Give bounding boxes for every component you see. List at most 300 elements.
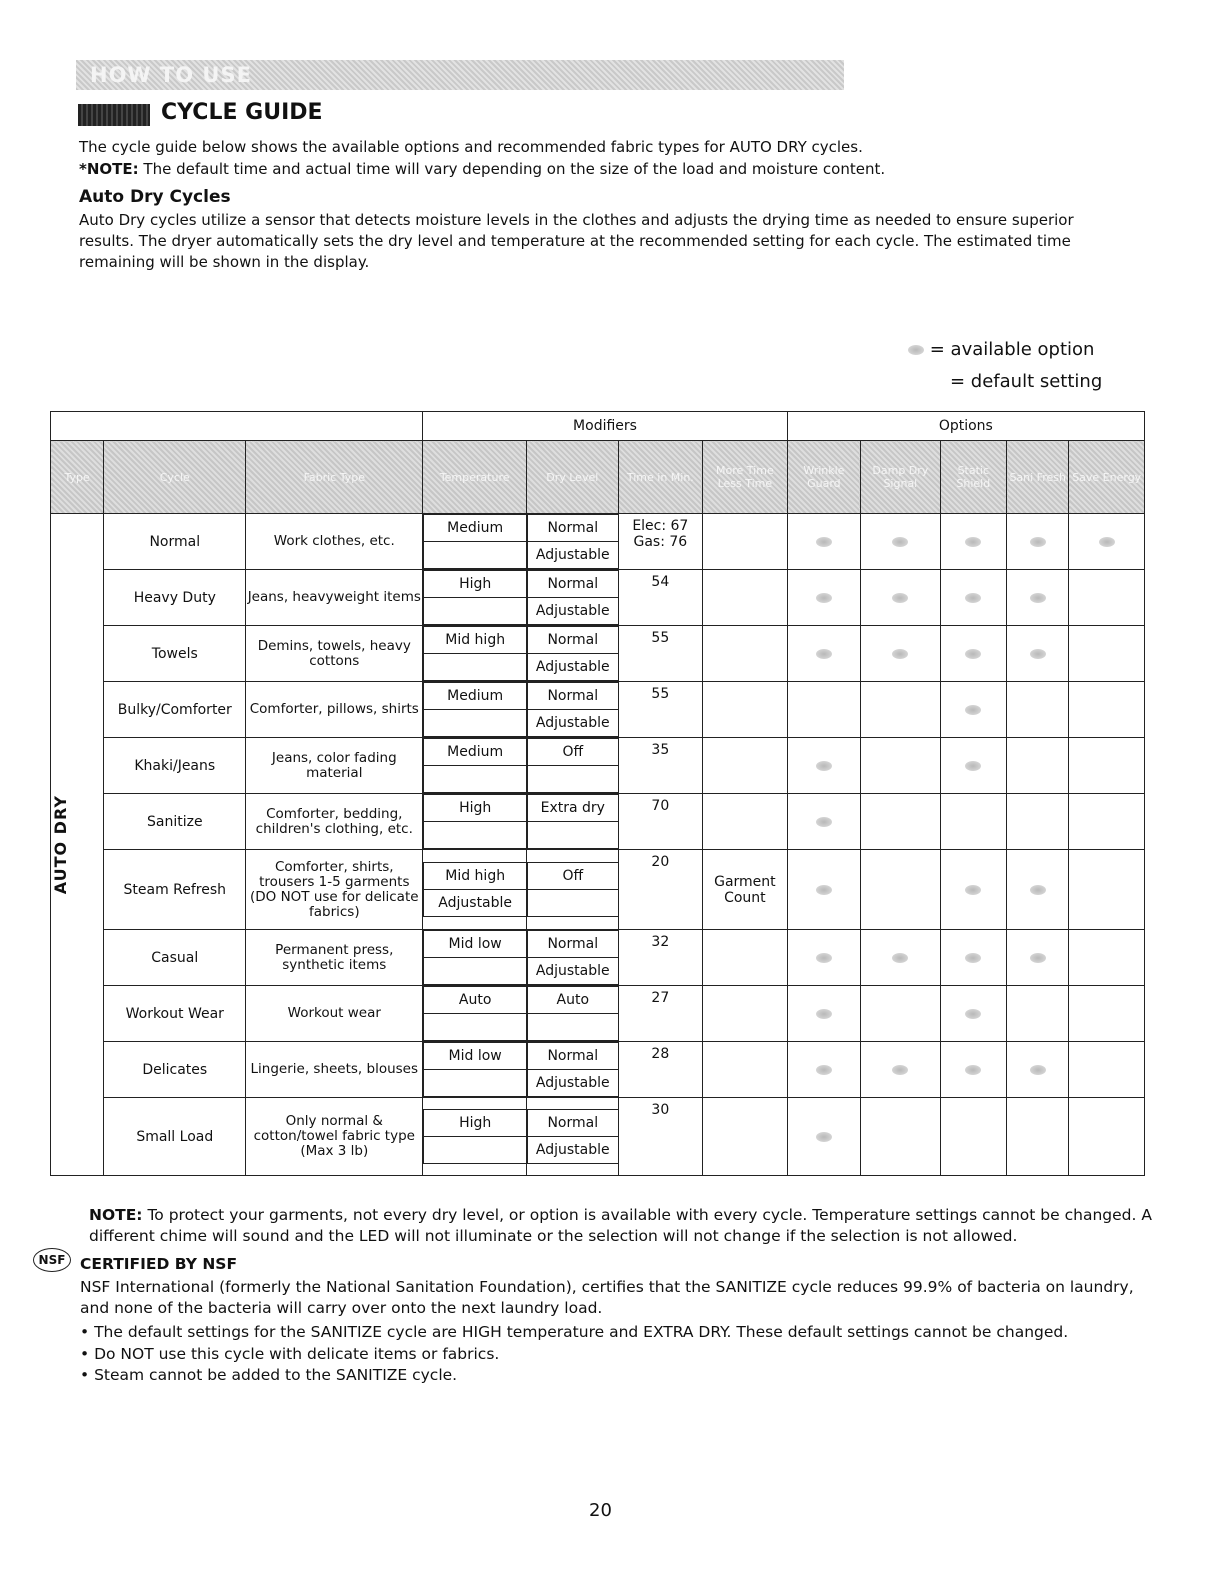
nsf-text: NSF International (formerly the National Sanitation Foundation), certifies that the SANITIZE cycle reduces 99.9% of bacteria on laundry, and none of the bacteria will carry over onto the next laundry load.: [80, 1278, 1134, 1317]
header-more-less-time: More Time Less Time: [703, 441, 788, 514]
temperature-cell-secondary: [424, 766, 526, 793]
dry-level-cell: [526, 1042, 618, 1098]
static-shield-cell: [940, 738, 1006, 794]
fabric-cell: Only normal & cotton/towel fabric type (Max 3 lb): [246, 1098, 423, 1176]
header-static-shield: Static Shield: [940, 441, 1006, 514]
static-shield-cell: [940, 1042, 1006, 1098]
split-bottom: [424, 890, 526, 917]
static-shield-cell: [940, 794, 1006, 850]
more-less-time-cell: [703, 738, 788, 794]
temperature-cell-split: [423, 514, 526, 569]
available-dot-icon: [965, 649, 981, 659]
dry-level-cell-primary: Normal: [527, 1043, 617, 1070]
intro-text: The cycle guide below shows the available options and recommended fabric types for AUTO DRY cycles.: [79, 138, 863, 156]
auto-dry-text-1: Auto Dry cycles utilize a sensor that detects moisture levels in the clothes and adjusts the drying time as needed to ensure superior: [79, 211, 1074, 229]
dry-level-cell-primary: Normal: [527, 683, 617, 710]
split-top: [527, 515, 617, 542]
auto-dry-text-2: results. The dryer automatically sets the dry level and temperature at the recommended setting for each cycle. The estimated time: [79, 232, 1071, 250]
split-bottom: [527, 1070, 617, 1097]
bullet-text: Do NOT use this cycle with delicate items or fabrics.: [94, 1345, 500, 1363]
temperature-cell-split: [423, 794, 526, 849]
available-dot-icon: [892, 1065, 908, 1075]
table-row: [51, 850, 1145, 930]
dry-level-cell-secondary: [527, 890, 617, 917]
available-dot-icon: [816, 885, 832, 895]
damp-dry-signal-cell: [861, 850, 941, 930]
available-dot-icon: [892, 649, 908, 659]
dry-level-cell-secondary: Adjustable: [527, 710, 617, 737]
damp-dry-signal-cell: [861, 738, 941, 794]
fabric-cell: Jeans, heavyweight items: [246, 570, 423, 626]
available-dot-icon: [816, 1132, 832, 1142]
save-energy-cell: [1069, 514, 1145, 570]
type-cell: [51, 514, 104, 1176]
cycle-cell: Small Load: [104, 1098, 246, 1176]
split-bottom: [527, 654, 617, 681]
dry-level-cell-primary: Off: [527, 863, 617, 890]
dry-level-cell-secondary: Adjustable: [527, 654, 617, 681]
more-less-time-cell: [703, 930, 788, 986]
damp-dry-signal-cell: [861, 626, 941, 682]
auto-dry-text-3: remaining will be shown in the display.: [79, 253, 370, 271]
cycle-cell: Khaki/Jeans: [104, 738, 246, 794]
table-row: [51, 930, 1145, 986]
damp-dry-signal-cell: [861, 794, 941, 850]
legend-available: [908, 339, 1094, 360]
dry-level-cell: [526, 570, 618, 626]
header-cycle: Cycle: [104, 441, 246, 514]
wrinkle-guard-cell: [787, 682, 860, 738]
split-bottom: [424, 822, 526, 849]
cycle-cell: Bulky/Comforter: [104, 682, 246, 738]
more-less-time-cell: [703, 626, 788, 682]
save-energy-cell: [1069, 850, 1145, 930]
dry-level-cell-primary: Normal: [527, 1110, 617, 1137]
temperature-cell-primary: High: [424, 1110, 526, 1137]
split-bottom: [527, 822, 617, 849]
split-bottom: [527, 710, 617, 737]
dry-level-cell-primary: Extra dry: [527, 795, 617, 822]
temperature-cell-secondary: [424, 1137, 526, 1164]
static-shield-cell: [940, 626, 1006, 682]
group-header-blank: [51, 412, 423, 441]
split-bottom: [424, 1137, 526, 1164]
split-top: [527, 1110, 617, 1137]
split-top: [424, 987, 526, 1014]
sani-fresh-cell: [1007, 794, 1069, 850]
time-cell: 30: [618, 1098, 703, 1176]
dry-level-cell-split: [527, 1042, 618, 1097]
section-banner: [76, 60, 844, 90]
note-line: [79, 159, 885, 180]
save-energy-cell: [1069, 1098, 1145, 1176]
time-cell: 55: [618, 626, 703, 682]
available-dot-icon: [965, 953, 981, 963]
temperature-cell-secondary: [424, 654, 526, 681]
more-less-time-cell: [703, 1042, 788, 1098]
available-dot-icon: [816, 761, 832, 771]
section-marker: [78, 104, 150, 126]
table-row: [51, 1098, 1145, 1176]
dry-level-cell: [526, 626, 618, 682]
split-top: [527, 683, 617, 710]
sani-fresh-cell: [1007, 738, 1069, 794]
split-top: [424, 683, 526, 710]
static-shield-cell: [940, 930, 1006, 986]
static-shield-cell: [940, 570, 1006, 626]
nsf-logo-icon: NSF: [33, 1248, 71, 1272]
fabric-cell: Work clothes, etc.: [246, 514, 423, 570]
temperature-cell-secondary: Adjustable: [424, 890, 526, 917]
sani-fresh-cell: [1007, 570, 1069, 626]
sani-fresh-cell: [1007, 1098, 1069, 1176]
page-number: 20: [589, 1500, 612, 1521]
wrinkle-guard-cell: [787, 626, 860, 682]
bullet-text: Steam cannot be added to the SANITIZE cycle.: [94, 1366, 458, 1384]
more-less-time-cell: [703, 1098, 788, 1176]
wrinkle-guard-cell: [787, 1042, 860, 1098]
split-bottom: [424, 958, 526, 985]
temperature-cell-secondary: [424, 542, 526, 569]
split-top: [527, 571, 617, 598]
split-bottom: [424, 598, 526, 625]
temperature-cell: [423, 1042, 527, 1098]
split-bottom: [424, 1070, 526, 1097]
dry-level-cell-secondary: [527, 822, 617, 849]
temperature-cell-split: [423, 570, 526, 625]
temperature-cell: [423, 794, 527, 850]
dry-level-cell-primary: Normal: [527, 515, 617, 542]
dry-level-cell-split: [527, 738, 618, 793]
table-row: [51, 570, 1145, 626]
header-save-energy: Save Energy: [1069, 441, 1145, 514]
dry-level-cell-split: [527, 570, 618, 625]
split-bottom: [527, 766, 617, 793]
temperature-cell-split: [423, 862, 526, 917]
damp-dry-signal-cell: [861, 682, 941, 738]
available-dot-icon: [1030, 1065, 1046, 1075]
header-wrinkle-guard: Wrinkle Guard: [787, 441, 860, 514]
static-shield-cell: [940, 986, 1006, 1042]
cycle-cell: Sanitize: [104, 794, 246, 850]
cycle-cell: Casual: [104, 930, 246, 986]
temperature-cell: [423, 930, 527, 986]
dry-level-cell-secondary: Adjustable: [527, 598, 617, 625]
dry-level-cell: [526, 794, 618, 850]
split-bottom: [424, 1014, 526, 1041]
table-row: [51, 682, 1145, 738]
column-header-row: [51, 441, 1145, 514]
temperature-cell-primary: Mid low: [424, 1043, 526, 1070]
split-top: [424, 931, 526, 958]
damp-dry-signal-cell: [861, 570, 941, 626]
available-dot-icon: [816, 649, 832, 659]
dry-level-cell-primary: Normal: [527, 931, 617, 958]
temperature-cell-primary: Auto: [424, 987, 526, 1014]
temperature-cell-primary: High: [424, 571, 526, 598]
available-dot-icon: [965, 885, 981, 895]
wrinkle-guard-cell: [787, 570, 860, 626]
dry-level-cell: [526, 682, 618, 738]
temperature-cell-secondary: [424, 1014, 526, 1041]
available-dot-icon: [1030, 649, 1046, 659]
header-dry-level: Dry Level: [526, 441, 618, 514]
table-row: [51, 794, 1145, 850]
time-cell: 55: [618, 682, 703, 738]
wrinkle-guard-cell: [787, 986, 860, 1042]
temperature-cell: [423, 570, 527, 626]
temperature-cell-secondary: [424, 598, 526, 625]
dry-level-cell-secondary: Adjustable: [527, 1137, 617, 1164]
options-header: Options: [787, 412, 1144, 441]
table-row: [51, 626, 1145, 682]
split-bottom: [424, 542, 526, 569]
section-title: CYCLE GUIDE: [161, 100, 323, 125]
temperature-cell-secondary: [424, 710, 526, 737]
available-dot-icon: [816, 817, 832, 827]
static-shield-cell: [940, 1098, 1006, 1176]
save-energy-cell: [1069, 738, 1145, 794]
temperature-cell-primary: Mid high: [424, 863, 526, 890]
dry-level-cell-secondary: Adjustable: [527, 1070, 617, 1097]
split-bottom: [527, 890, 617, 917]
sani-fresh-cell: [1007, 682, 1069, 738]
header-time: Time in Min.: [618, 441, 703, 514]
sani-fresh-cell: [1007, 850, 1069, 930]
damp-dry-signal-cell: [861, 1098, 941, 1176]
note-text: The default time and actual time will vary depending on the size of the load and moisture content.: [143, 160, 886, 178]
dry-level-cell-primary: Auto: [527, 987, 617, 1014]
more-less-time-cell: [703, 514, 788, 570]
damp-dry-signal-cell: [861, 986, 941, 1042]
static-shield-cell: [940, 850, 1006, 930]
time-cell: 54: [618, 570, 703, 626]
split-bottom: [424, 654, 526, 681]
available-dot-icon: [965, 537, 981, 547]
available-dot-icon: [965, 593, 981, 603]
dry-level-cell-split: [527, 794, 618, 849]
header-sani-fresh: Sani Fresh: [1007, 441, 1069, 514]
damp-dry-signal-cell: [861, 1042, 941, 1098]
split-top: [527, 739, 617, 766]
wrinkle-guard-cell: [787, 794, 860, 850]
available-dot-icon: [892, 593, 908, 603]
available-dot-icon: [892, 953, 908, 963]
wrinkle-guard-cell: [787, 1098, 860, 1176]
available-dot-icon: [816, 537, 832, 547]
type-label: AUTO DRY: [51, 794, 70, 895]
cycle-cell: Delicates: [104, 1042, 246, 1098]
dry-level-cell: [526, 986, 618, 1042]
sani-fresh-cell: [1007, 986, 1069, 1042]
dry-level-cell-split: [527, 1109, 618, 1164]
temperature-cell-secondary: [424, 822, 526, 849]
split-top: [424, 739, 526, 766]
more-less-time-cell: [703, 794, 788, 850]
cycle-guide-table: [50, 411, 1145, 1176]
dry-level-cell-secondary: [527, 1014, 617, 1041]
split-bottom: [424, 766, 526, 793]
dry-level-cell-split: [527, 862, 618, 917]
dry-level-cell-secondary: [527, 766, 617, 793]
legend-default-text: = default setting: [950, 371, 1103, 392]
dry-level-cell-secondary: Adjustable: [527, 958, 617, 985]
temperature-cell-split: [423, 1042, 526, 1097]
time-cell: 35: [618, 738, 703, 794]
available-dot-icon: [816, 1065, 832, 1075]
available-dot-icon: [965, 761, 981, 771]
temperature-cell-split: [423, 986, 526, 1041]
dry-level-cell-primary: Normal: [527, 571, 617, 598]
temperature-cell-primary: Medium: [424, 515, 526, 542]
bullet-text: The default settings for the SANITIZE cycle are HIGH temperature and EXTRA DRY. These default settings cannot be changed.: [94, 1323, 1069, 1341]
nsf-title: CERTIFIED BY NSF: [80, 1255, 238, 1273]
available-dot-icon: [965, 1065, 981, 1075]
available-dot-icon: [892, 537, 908, 547]
time-cell: 20: [618, 850, 703, 930]
fabric-cell: Lingerie, sheets, blouses: [246, 1042, 423, 1098]
dry-level-cell-split: [527, 514, 618, 569]
split-top: [424, 571, 526, 598]
cycle-cell: Steam Refresh: [104, 850, 246, 930]
temperature-cell: [423, 626, 527, 682]
available-dot-icon: [1030, 537, 1046, 547]
header-temperature: Temperature: [423, 441, 527, 514]
dry-level-cell: [526, 738, 618, 794]
dry-level-cell-split: [527, 986, 618, 1041]
temperature-cell-split: [423, 682, 526, 737]
temperature-cell-primary: Mid low: [424, 931, 526, 958]
split-top: [527, 863, 617, 890]
save-energy-cell: [1069, 794, 1145, 850]
group-header-row: [51, 412, 1145, 441]
temperature-cell-primary: High: [424, 795, 526, 822]
sani-fresh-cell: [1007, 930, 1069, 986]
bullet-item: • Do NOT use this cycle with delicate items or fabrics.: [80, 1345, 500, 1363]
time-cell: 28: [618, 1042, 703, 1098]
more-less-time-cell: Garment Count: [703, 850, 788, 930]
fabric-cell: Comforter, pillows, shirts: [246, 682, 423, 738]
legend-default: [950, 371, 1102, 392]
bullet-item: • Steam cannot be added to the SANITIZE cycle.: [80, 1366, 458, 1384]
split-top: [424, 795, 526, 822]
split-top: [424, 1110, 526, 1137]
split-top: [527, 627, 617, 654]
legend-available-text: = available option: [929, 339, 1095, 360]
sani-fresh-cell: [1007, 1042, 1069, 1098]
header-fabric-type: Fabric Type: [246, 441, 423, 514]
split-bottom: [527, 1137, 617, 1164]
temperature-cell: [423, 514, 527, 570]
temperature-cell-split: [423, 738, 526, 793]
temperature-cell-split: [423, 626, 526, 681]
split-top: [527, 931, 617, 958]
damp-dry-signal-cell: [861, 930, 941, 986]
cycle-cell: Towels: [104, 626, 246, 682]
fabric-cell: Permanent press, synthetic items: [246, 930, 423, 986]
split-top: [424, 515, 526, 542]
wrinkle-guard-cell: [787, 850, 860, 930]
temperature-cell-primary: Medium: [424, 739, 526, 766]
split-top: [424, 1043, 526, 1070]
temperature-cell-secondary: [424, 958, 526, 985]
temperature-cell-primary: Mid high: [424, 627, 526, 654]
temperature-cell: [423, 682, 527, 738]
dry-level-cell-primary: Normal: [527, 627, 617, 654]
table-row: [51, 738, 1145, 794]
available-dot-icon: [1030, 885, 1046, 895]
temperature-cell-primary: Medium: [424, 683, 526, 710]
cycle-cell: Heavy Duty: [104, 570, 246, 626]
temperature-cell-split: [423, 930, 526, 985]
dry-level-cell: [526, 1098, 618, 1176]
fabric-cell: Comforter, bedding, children's clothing, etc.: [246, 794, 423, 850]
dry-level-cell-split: [527, 682, 618, 737]
banner-text: HOW TO USE: [90, 63, 252, 87]
save-energy-cell: [1069, 570, 1145, 626]
save-energy-cell: [1069, 930, 1145, 986]
bullet-item: • The default settings for the SANITIZE cycle are HIGH temperature and EXTRA DRY. These default settings cannot be changed.: [80, 1323, 1069, 1341]
wrinkle-guard-cell: [787, 514, 860, 570]
save-energy-cell: [1069, 682, 1145, 738]
time-cell: 70: [618, 794, 703, 850]
dry-level-cell: [526, 850, 618, 930]
fabric-cell: Jeans, color fading material: [246, 738, 423, 794]
static-shield-cell: [940, 682, 1006, 738]
static-shield-cell: [940, 514, 1006, 570]
fabric-cell: Demins, towels, heavy cottons: [246, 626, 423, 682]
available-dot-icon: [965, 705, 981, 715]
dry-level-cell: [526, 514, 618, 570]
bottom-note-label: NOTE:: [89, 1206, 143, 1224]
more-less-time-cell: [703, 682, 788, 738]
split-bottom: [527, 542, 617, 569]
available-dot-icon: [1030, 593, 1046, 603]
available-dot-icon: [908, 345, 924, 355]
modifiers-header: Modifiers: [423, 412, 787, 441]
split-bottom: [527, 958, 617, 985]
available-dot-icon: [816, 953, 832, 963]
split-bottom: [424, 710, 526, 737]
dry-level-cell-primary: Off: [527, 739, 617, 766]
time-cell: 32: [618, 930, 703, 986]
available-dot-icon: [1030, 953, 1046, 963]
dry-level-cell-secondary: Adjustable: [527, 542, 617, 569]
time-cell: 27: [618, 986, 703, 1042]
cycle-cell: Workout Wear: [104, 986, 246, 1042]
available-dot-icon: [816, 593, 832, 603]
available-dot-icon: [1099, 537, 1115, 547]
wrinkle-guard-cell: [787, 930, 860, 986]
temperature-cell-secondary: [424, 1070, 526, 1097]
sani-fresh-cell: [1007, 514, 1069, 570]
split-bottom: [527, 598, 617, 625]
temperature-cell-split: [423, 1109, 526, 1164]
auto-dry-heading: Auto Dry Cycles: [79, 187, 231, 207]
split-top: [527, 1043, 617, 1070]
table-row: [51, 986, 1145, 1042]
bottom-note: [89, 1205, 1169, 1247]
dry-level-cell-split: [527, 626, 618, 681]
temperature-cell: [423, 1098, 527, 1176]
cycle-cell: Normal: [104, 514, 246, 570]
split-top: [527, 795, 617, 822]
available-dot-icon: [816, 1009, 832, 1019]
split-top: [424, 863, 526, 890]
header-type: Type: [51, 441, 104, 514]
save-energy-cell: [1069, 626, 1145, 682]
temperature-cell: [423, 738, 527, 794]
